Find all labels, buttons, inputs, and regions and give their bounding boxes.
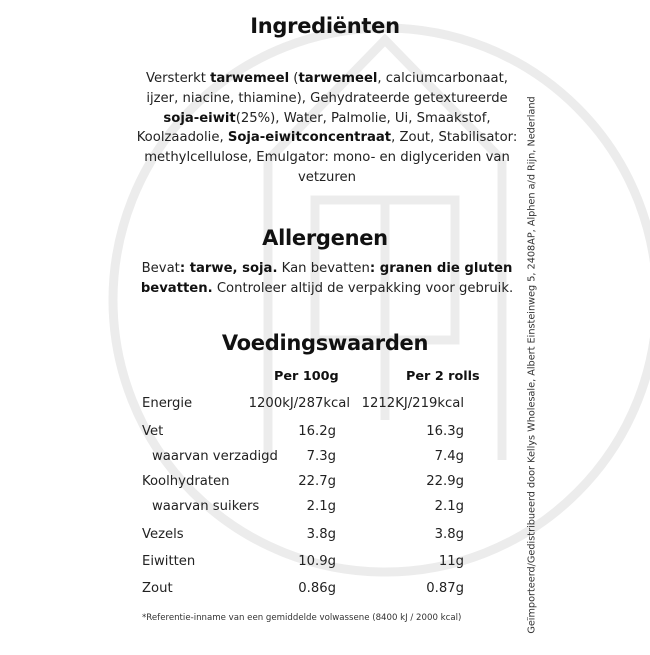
text-segment: , calciumcarbonaat, ijzer, niacine, thiamine), Gehydrateerde getextureerde bbox=[146, 71, 508, 106]
nutrition-row bbox=[0, 474, 650, 496]
nutrition-row bbox=[0, 449, 650, 471]
bold-ingredient: soja-eiwit bbox=[163, 110, 236, 126]
value-per-2-rolls: 1212KJ/219kcal bbox=[361, 396, 464, 411]
text-segment: Bevat bbox=[141, 261, 180, 276]
value-per-2-rolls: 2.1g bbox=[434, 499, 464, 514]
nutrient-label: waarvan suikers bbox=[152, 499, 260, 514]
nutrient-label: waarvan verzadigd bbox=[152, 449, 278, 464]
value-per-2-rolls: 3.8g bbox=[434, 527, 464, 542]
value-per-2-rolls: 16.3g bbox=[426, 424, 464, 439]
bold-ingredient: : granen die gluten bevatten. bbox=[140, 261, 513, 296]
value-per-100g: 7.3g bbox=[306, 449, 336, 464]
value-per-100g: 0.86g bbox=[298, 581, 336, 596]
nutrition-row bbox=[0, 424, 650, 446]
nutrition-row bbox=[0, 499, 650, 521]
importer-address: Geïmporteerd/Gedistribueerd door Kellys Wholesale, Albert Einsteinweg 5, 2408AP, Alphen a/d Rijn, Nederland bbox=[526, 96, 538, 634]
text-segment: Kan bevatten bbox=[277, 261, 370, 276]
bold-ingredient: : tarwe, soja. bbox=[179, 261, 278, 276]
bold-ingredient: tarwemeel bbox=[210, 71, 290, 86]
value-per-2-rolls: 11g bbox=[438, 554, 464, 569]
nutrient-label: Eiwitten bbox=[142, 554, 196, 569]
allergens-text bbox=[130, 259, 524, 299]
nutrient-label: Energie bbox=[142, 396, 193, 411]
nutrient-label: Koolhydraten bbox=[142, 474, 230, 489]
value-per-100g: 1200kJ/287kcal bbox=[248, 396, 350, 411]
ingredients-title: Ingrediënten bbox=[250, 14, 400, 38]
value-per-2-rolls: 7.4g bbox=[434, 449, 464, 464]
value-per-100g: 10.9g bbox=[298, 554, 336, 569]
reference-footnote: *Referentie-inname van een gemiddelde volwassene (8400 kJ / 2000 kcal) bbox=[142, 613, 462, 623]
value-per-100g: 3.8g bbox=[306, 527, 336, 542]
nutrient-label: Zout bbox=[142, 581, 173, 596]
bold-ingredient: tarwemeel bbox=[298, 71, 378, 86]
value-per-100g: 2.1g bbox=[306, 499, 336, 514]
value-per-2-rolls: 0.87g bbox=[426, 581, 464, 596]
value-per-100g: 16.2g bbox=[298, 424, 336, 439]
column-header-per-2-rolls: Per 2 rolls bbox=[406, 369, 480, 384]
value-per-100g: 22.7g bbox=[298, 474, 336, 489]
bold-ingredient: Soja-eiwitconcentraat bbox=[227, 130, 392, 146]
text-segment: Controleer altijd de verpakking voor gebruik. bbox=[212, 280, 514, 296]
text-segment: ( bbox=[289, 71, 299, 86]
column-header-per-100g: Per 100g bbox=[274, 369, 339, 384]
allergens-title: Allergenen bbox=[262, 226, 388, 250]
nutrition-row bbox=[0, 527, 650, 549]
nutrition-row bbox=[0, 581, 650, 603]
nutrition-title: Voedingswaarden bbox=[221, 331, 429, 355]
nutrition-row bbox=[0, 554, 650, 576]
nutrient-label: Vet bbox=[142, 424, 164, 439]
nutrient-label: Vezels bbox=[142, 527, 184, 542]
text-segment: (25%), Water, Palmolie, Ui, Smaakstof, Koolzaadolie, bbox=[136, 110, 491, 146]
text-segment: , Zout, Stabilisator: methylcellulose, Emulgator: mono- en diglyceriden van vetzuren bbox=[144, 130, 518, 185]
value-per-2-rolls: 22.9g bbox=[426, 474, 464, 489]
text-segment: Versterkt bbox=[146, 71, 211, 86]
ingredients-text bbox=[130, 69, 524, 188]
nutrition-row bbox=[0, 396, 650, 418]
